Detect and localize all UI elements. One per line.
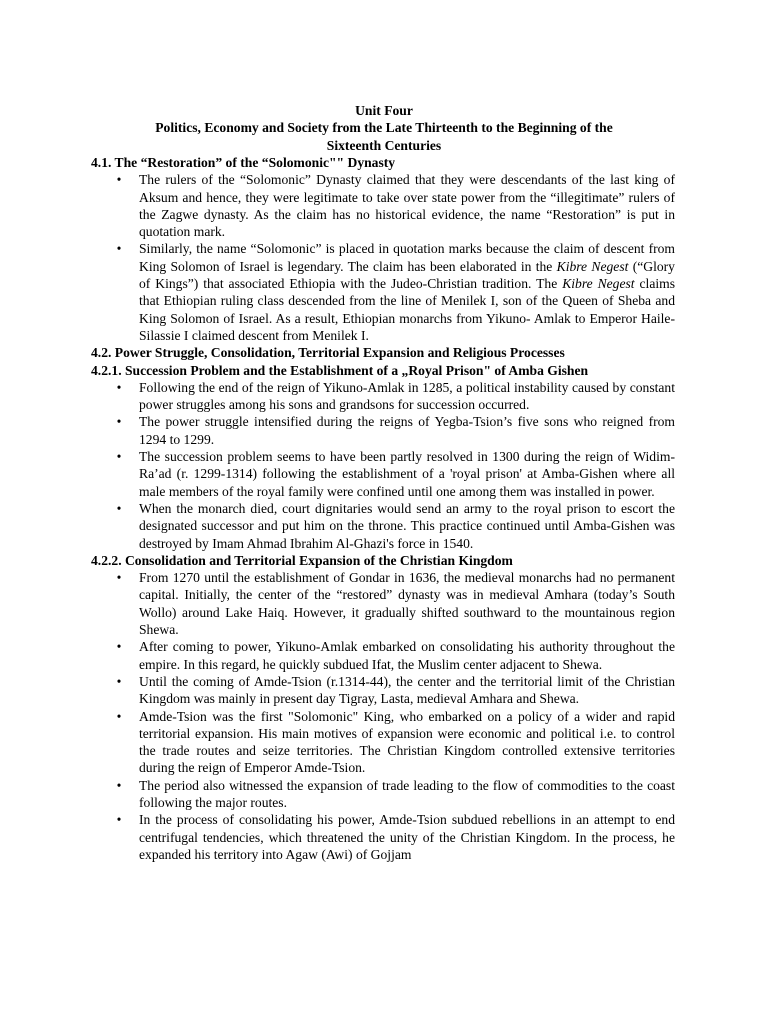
- document-body: [91, 154, 675, 863]
- list-item-text: From 1270 until the establishment of Gondar in 1636, the medieval monarchs had no permanent capital. Initially, the center of the “restored” dynasty was in medieval Amhara (today’s South Wollo) around Lake Haiq. However, it gradually shifted southward to the mountainous region Shewa.: [139, 570, 675, 638]
- list-item: [91, 240, 675, 344]
- list-item: [91, 708, 675, 777]
- list-item: [91, 569, 675, 638]
- section-heading-4-2-2: 4.2.2. Consolidation and Territorial Expansion of the Christian Kingdom: [91, 552, 513, 568]
- list-item-text: In the process of consolidating his power, Amde-Tsion subdued rebellions in an attempt to end centrifugal tendencies, which threatened the unity of the Christian Kingdom. In the process, he expanded his territory into Agaw (Awi) of Gojjam: [139, 812, 675, 862]
- list-item-text: The rulers of the “Solomonic” Dynasty claimed that they were descendants of the last king of Aksum and hence, they were legitimate to take over state power from the “illegitimate” rulers of the Zagwe dynasty. As the claim has no historical evidence, the name “Restoration” is put in quotation mark.: [139, 172, 675, 240]
- book-title: Kibre Negest: [556, 258, 629, 274]
- bullet-icon: •: [116, 570, 122, 586]
- section-heading-4-2-1: 4.2.1. Succession Problem and the Establishment of a „Royal Prison" of Amba Gishen: [91, 362, 589, 378]
- list-item-text-part: claims that Ethiopian ruling class descended from the line of Menilek I, son of the Queen of Sheba and King Solomon of Israel. As a result, Ethiopian monarchs from Yikuno- Amlak to Emperor Haile-Silassie I claimed descent from Menilek I.: [139, 276, 675, 343]
- list-item: [91, 171, 675, 240]
- section-heading-4-1: 4.1. The “Restoration” of the “Solomonic"" Dynasty: [91, 155, 396, 170]
- list-item: [91, 448, 675, 500]
- bullet-icon: •: [116, 379, 122, 395]
- list-item-text: The period also witnessed the expansion of trade leading to the flow of commodities to the coast following the major routes.: [139, 777, 675, 810]
- bullet-list-4-1: [91, 171, 675, 344]
- section-heading-4-2: 4.2. Power Struggle, Consolidation, Territorial Expansion and Religious Processes: [91, 345, 565, 361]
- bullet-icon: •: [116, 241, 122, 257]
- bullet-icon: •: [116, 812, 122, 828]
- bullet-icon: •: [116, 172, 122, 188]
- list-item-text-part: Similarly, the name “Solomonic” is placed in quotation marks because the claim of descent from King Solomon of Israel is legendary. The claim has been elaborated in the: [139, 241, 675, 274]
- bullet-list-4-2-2: [91, 569, 675, 863]
- bullet-icon: •: [116, 639, 122, 655]
- bullet-icon: •: [116, 673, 122, 689]
- list-item: [91, 413, 675, 448]
- bullet-icon: •: [116, 414, 122, 430]
- chapter-title-line-1: Politics, Economy and Society from the Late Thirteenth to the Beginning of the: [155, 120, 613, 136]
- list-item: [91, 500, 675, 552]
- bullet-icon: •: [116, 500, 122, 516]
- bullet-icon: •: [116, 708, 122, 724]
- list-item: [91, 811, 675, 863]
- list-item: [91, 777, 675, 812]
- document-header: [90, 102, 678, 154]
- list-item-text: After coming to power, Yikuno-Amlak embarked on consolidating his authority throughout the empire. In this regard, he quickly subdued Ifat, the Muslim center adjacent to Shewa.: [139, 639, 675, 672]
- bullet-list-4-2-1: [91, 379, 675, 552]
- chapter-title-line-2: Sixteenth Centuries: [326, 137, 442, 153]
- list-item-text: The power struggle intensified during the reigns of Yegba-Tsion’s five sons who reigned from 1294 to 1299.: [139, 414, 675, 447]
- list-item-text: The succession problem seems to have been partly resolved in 1300 during the reign of Widim-Ra’ad (r. 1299-1314) following the establishment of a 'royal prison' at Amba-Gishen where all male members of the royal family were confined until one among them was installed in power.: [139, 449, 675, 499]
- list-item-text: Until the coming of Amde-Tsion (r.1314-44), the center and the territorial limit of the Christian Kingdom was mainly in present day Tigray, Lasta, medieval Amhara and Shewa.: [139, 673, 675, 707]
- list-item: [91, 379, 675, 414]
- list-item-text: Amde-Tsion was the first "Solomonic" King, who embarked on a policy of a wider and rapid territorial expansion. His main motives of expansion were economic and political i.e. to control the trade routes and seize territories. The Christian Kingdom controlled extensive territories during the reign of Emperor Amde-Tsion.: [139, 708, 675, 776]
- list-item-text: Following the end of the reign of Yikuno-Amlak in 1285, a political instability caused by constant power struggles among his sons and grandsons for succession occurred.: [139, 379, 675, 413]
- list-item: [91, 638, 675, 673]
- bullet-icon: •: [116, 449, 122, 465]
- book-title: Kibre Negest: [562, 276, 635, 292]
- unit-title: Unit Four: [355, 103, 413, 118]
- list-item: [91, 673, 675, 708]
- list-item-text: When the monarch died, court dignitaries would send an army to the royal prison to escort the designated successor and put him on the throne. This practice continued until Amba-Gishen was destroyed by Imam Ahmad Ibrahim Al-Ghazi's force in 1540.: [139, 500, 675, 551]
- list-item-text-part: (“Glory of Kings”) that associated Ethiopia with the Judeo-Christian tradition. The: [139, 258, 675, 292]
- bullet-icon: •: [116, 777, 122, 793]
